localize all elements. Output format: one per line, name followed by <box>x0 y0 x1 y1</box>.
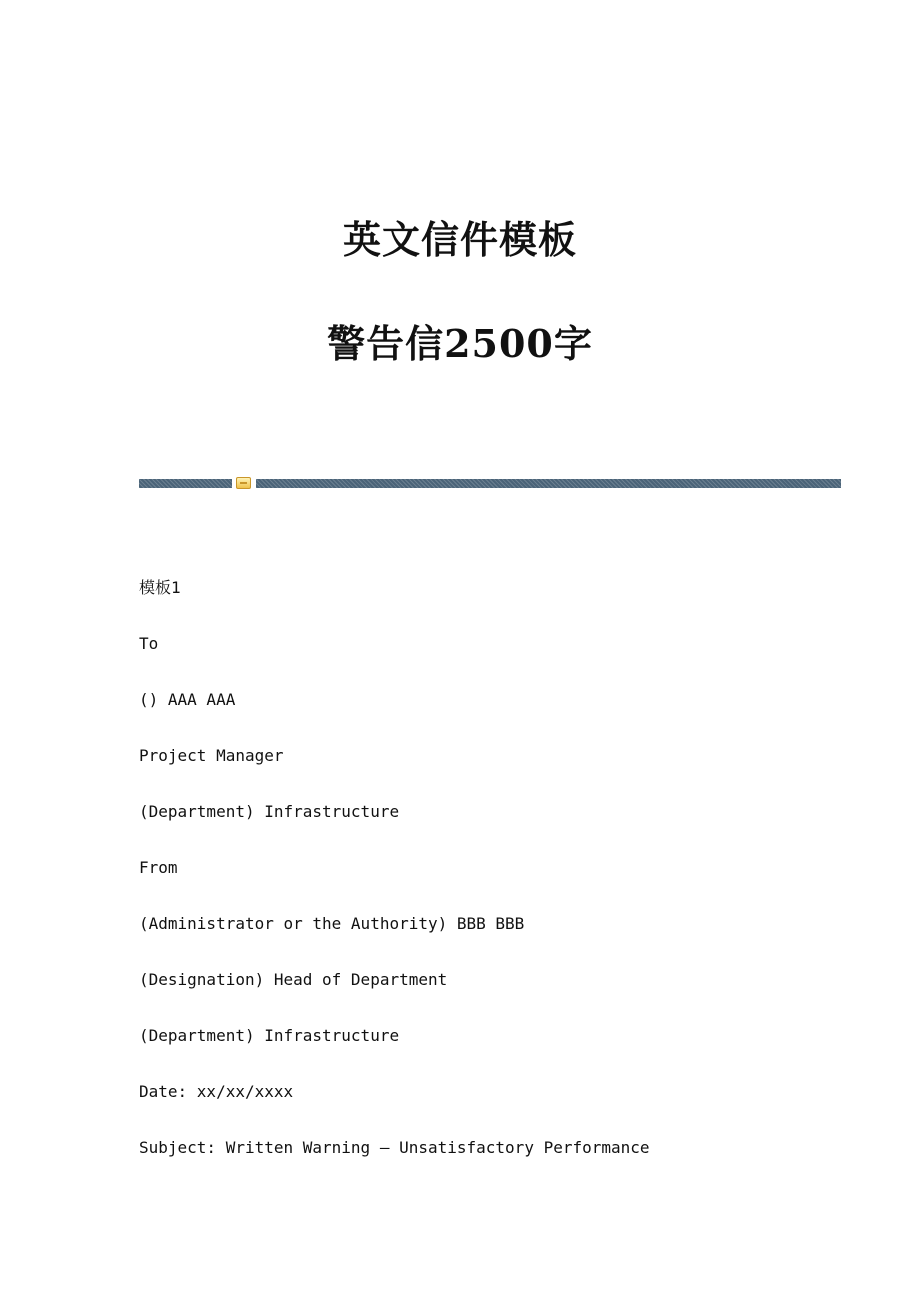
divider-ornament-icon <box>236 477 251 489</box>
letter-date: Date: xx/xx/xxxx <box>139 1082 294 1101</box>
recipient-name: () AAA AAA <box>139 690 236 709</box>
title-divider-right <box>256 479 841 488</box>
sender-name: (Administrator or the Authority) BBB BBB <box>139 914 525 933</box>
document-subtitle: 警告信2500字 <box>327 321 593 366</box>
sender-designation: (Designation) Head of Department <box>139 970 448 989</box>
recipient-label: To <box>139 634 159 653</box>
document-title: 英文信件模板 <box>342 217 577 262</box>
template-heading: 模板1 <box>139 578 181 597</box>
sender-label: From <box>139 858 178 877</box>
letter-subject: Subject: Written Warning – Unsatisfactory Performance <box>139 1138 650 1157</box>
sender-department: (Department) Infrastructure <box>139 1026 400 1045</box>
title-divider-left <box>139 479 232 488</box>
recipient-title: Project Manager <box>139 746 284 765</box>
recipient-department: (Department) Infrastructure <box>139 802 400 821</box>
